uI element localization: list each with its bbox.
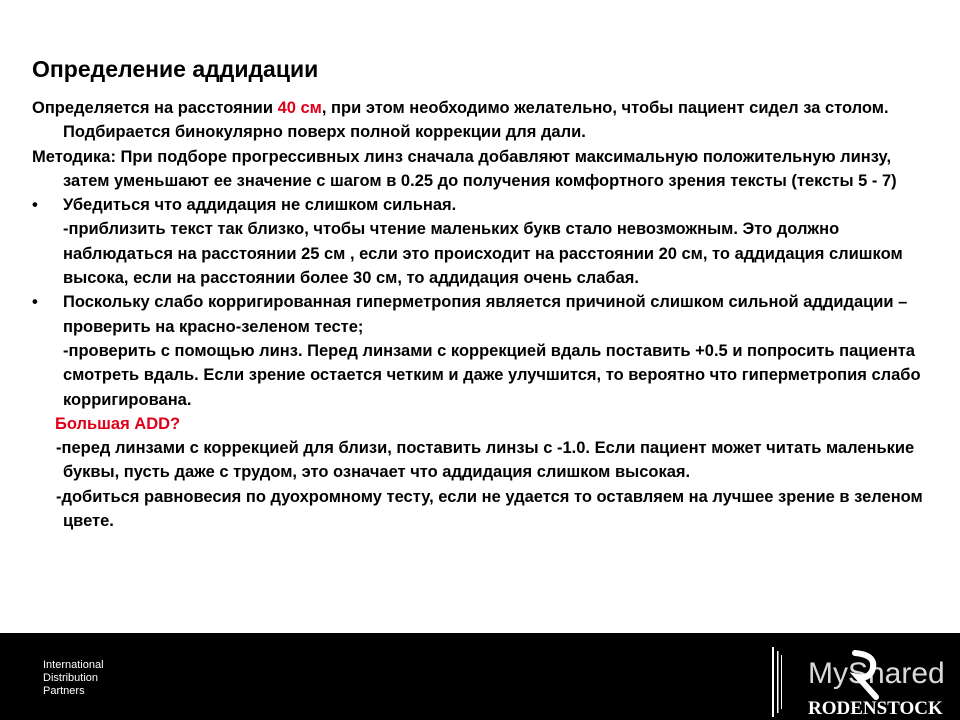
- footer-line: International: [43, 659, 104, 671]
- intro-after: , при этом необходимо желательно, чтобы пациент сидел за столом. Подбирается бинокулярно поверх полной коррекции для дали.: [63, 99, 889, 142]
- large-add-item: -добиться равновесия по дуохромному тесту, если не удается то оставляем на лучшее зрение в зеленом цвете.: [56, 487, 923, 531]
- large-add-label: Большая ADD?: [55, 414, 181, 433]
- bullet-icon: •: [32, 293, 38, 312]
- bullet-icon: •: [32, 196, 38, 215]
- rodenstock-logo: [760, 641, 950, 719]
- footer-line: Partners: [43, 685, 85, 697]
- bullet-detail: -приблизить текст так близко, чтобы чтение маленьких букв стало невозможным. Это должно наблюдаться на расстоянии 25 см , если это происходит на расстоянии 20 см, то аддидация слишком высока, если на расстоянии более 30 см, то аддидация очень слабая.: [63, 220, 903, 288]
- logo-brand-text: RODENSTOCK: [808, 698, 943, 719]
- intro-paragraph: [32, 96, 932, 145]
- large-add-item: -перед линзами с коррекцией для близи, поставить линзы с -1.0. Если пациент может читать маленькие буквы, пусть даже с трудом, это означает что аддидация слишком высокая.: [56, 439, 915, 482]
- logo-watermark-text: MyShared: [808, 657, 945, 690]
- intro-distance: 40 см: [277, 99, 322, 117]
- bullet-item: [32, 193, 932, 290]
- method-paragraph: Методика: При подборе прогрессивных линз сначала добавляют максимальную положительную линзу, затем уменьшают ее значение с шагом в 0.25 до получения комфортного зрения тексты (тексты 5 - 7): [32, 147, 897, 190]
- slide-title: Определение аддидации: [32, 56, 319, 82]
- bullet-detail: -проверить с помощью линз. Перед линзами с коррекцией вдаль поставить +0.5 и попросить пациента смотреть вдаль. Если зрение остается четким и даже улучшится, то вероятно что гиперметропия слабо корригирована.: [63, 341, 921, 409]
- bullet-item: [32, 290, 932, 411]
- bullet-heading: Поскольку слабо корригированная гиперметропия является причиной слишком сильной аддидации – проверить на красно-зеленом тесте;: [63, 293, 908, 336]
- footer-line: Distribution: [43, 672, 99, 684]
- footer-distribution-text: [43, 659, 104, 698]
- footer-bar: [0, 633, 960, 720]
- bullet-heading: Убедиться что аддидация не слишком сильная.: [63, 196, 457, 215]
- intro-before: Определяется на расстоянии: [32, 99, 278, 117]
- slide-body: [32, 96, 932, 533]
